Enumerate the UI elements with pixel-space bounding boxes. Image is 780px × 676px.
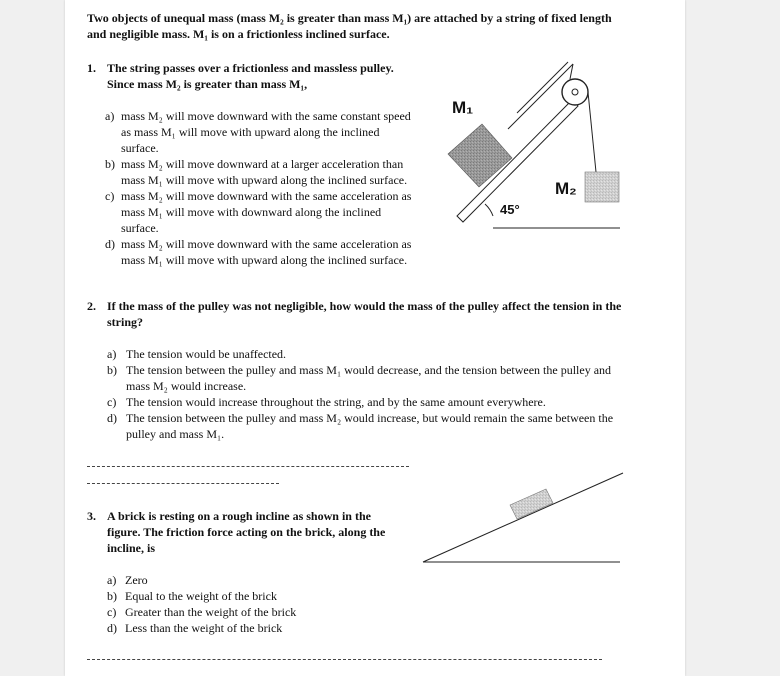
q3-stem-line-2: figure. The friction force acting on the brick, along the <box>107 525 386 539</box>
incline-line <box>423 473 623 562</box>
q2-option-c-line-1: The tension would increase throughout the string, and by the same amount everywhere. <box>126 395 546 409</box>
m1-label: M₁ <box>452 98 474 117</box>
q3-option-a-letter: a) <box>107 573 117 587</box>
q3-option-c-letter: c) <box>107 605 117 619</box>
q2-stem-line-1: If the mass of the pulley was not negligible, how would the mass of the pulley affect the tension in the <box>107 299 622 313</box>
q1-option-a-letter: a) <box>105 109 115 123</box>
intro-line-2: and negligible mass. M₁ is on a frictionless inclined surface. <box>87 27 390 41</box>
q1-option-b-letter: b) <box>105 157 115 171</box>
string-upper <box>517 62 568 113</box>
string-hanging <box>588 92 596 172</box>
intro-line-1: Two objects of unequal mass (mass M₂ is greater than mass M₁) are attached by a string of fixed length <box>87 11 612 25</box>
q1-option-a-line-1: mass M₂ will move downward with the same constant speed <box>121 109 411 123</box>
separator-dashed-2 <box>87 483 279 484</box>
q1-option-c-letter: c) <box>105 189 115 203</box>
m2-label: M₂ <box>555 179 577 198</box>
q3-option-b-line-1: Equal to the weight of the brick <box>125 589 277 603</box>
q1-option-a-line-2: as mass M₁ will move with upward along the inclined <box>121 125 380 139</box>
q1-stem-line-1: The string passes over a frictionless and massless pulley. <box>107 61 394 75</box>
q1-option-d-line-1: mass M₂ will move downward with the same acceleration as <box>121 237 412 251</box>
q2-option-d-line-2: pulley and mass M₁. <box>126 427 225 441</box>
q2-option-c-letter: c) <box>107 395 117 409</box>
q3-stem-line-1: A brick is resting on a rough incline as shown in the <box>107 509 371 523</box>
q2-option-b-letter: b) <box>107 363 117 377</box>
q1-stem-line-2: Since mass M₂ is greater than mass M₁, <box>107 77 308 91</box>
q2-number: 2. <box>87 299 96 313</box>
pulley-axle <box>572 89 578 95</box>
q1-number: 1. <box>87 61 96 75</box>
mass-m2-block <box>585 172 619 202</box>
q3-stem-line-3: incline, is <box>107 541 156 555</box>
q3-option-d-line-1: Less than the weight of the brick <box>125 621 283 635</box>
q1-option-b-line-2: mass M₁ will move with upward along the inclined surface. <box>121 173 408 187</box>
q2-option-a-line-1: The tension would be unaffected. <box>126 347 287 361</box>
q2-option-d-letter: d) <box>107 411 117 425</box>
separator-dashed-1 <box>87 466 409 467</box>
q3-option-b-letter: b) <box>107 589 117 603</box>
q1-option-c-line-2: mass M₁ will move with downward along the inclined <box>121 205 382 219</box>
brick-incline-figure <box>415 470 625 570</box>
q2-option-b-line-1: The tension between the pulley and mass M₁ would decrease, and the tension between the pulley and <box>126 363 612 377</box>
separator-dashed-3 <box>87 659 602 660</box>
q1-option-d-letter: d) <box>105 237 115 251</box>
q1-option-d-line-2: mass M₁ will move with upward along the inclined surface. <box>121 253 408 267</box>
q3-option-d-letter: d) <box>107 621 117 635</box>
q2-option-d-line-1: The tension between the pulley and mass M₂ would increase, but would remain the same between the <box>126 411 614 425</box>
angle-arc <box>485 204 493 216</box>
q3-option-c-line-1: Greater than the weight of the brick <box>125 605 297 619</box>
pulley-incline-figure <box>435 74 625 244</box>
q2-option-a-letter: a) <box>107 347 117 361</box>
q1-option-a-line-3: surface. <box>121 141 159 155</box>
q3-option-a-line-1: Zero <box>125 573 148 587</box>
angle-label: 45° <box>500 202 520 217</box>
q3-number: 3. <box>87 509 96 523</box>
q2-option-b-line-2: mass M₂ would increase. <box>126 379 247 393</box>
brick-block <box>510 489 553 519</box>
q1-option-c-line-1: mass M₂ will move downward with the same acceleration as <box>121 189 412 203</box>
q1-option-c-line-3: surface. <box>121 221 159 235</box>
q1-option-b-line-1: mass M₂ will move downward at a larger acceleration than <box>121 157 404 171</box>
document-page <box>65 0 685 676</box>
q2-stem-line-2: string? <box>107 315 143 329</box>
